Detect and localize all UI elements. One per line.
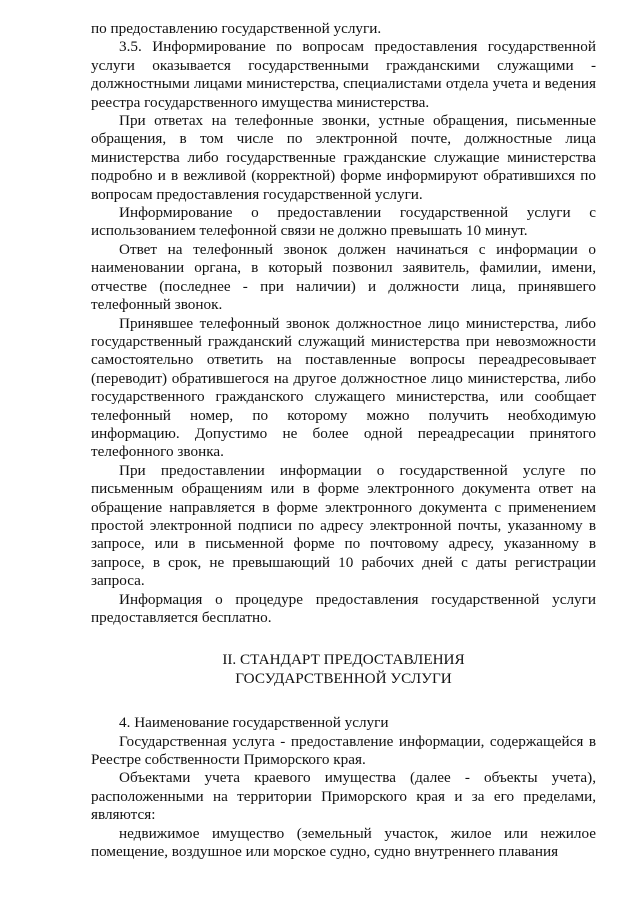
paragraph-service-definition: Государственная услуга - предоставление информации, содержащейся в Реестре собственности Приморского края.	[91, 732, 596, 769]
paragraph-phone-answers: При ответах на телефонные звонки, устные обращения, письменные обращения, в том числе по электронной почте, должностные лица министерства либо государственные гражданские служащие министерства подробно и в вежливой (корректной) форме информируют обратившихся по вопросам предоставления государственной услуги.	[91, 112, 596, 203]
paragraph-phone-limit: Информирование о предоставлении государственной услуги с использованием телефонной связи не должно превышать 10 минут.	[91, 204, 596, 240]
paragraph-free-info: Информация о процедуре предоставления государственной услуги предоставляется бесплатно.	[91, 590, 596, 626]
paragraph-3-5: 3.5. Информирование по вопросам предоставления государственной услуги оказывается государственными гражданскими служащими - должностными лицами министерства, специалистами отдела учета и ведения реестра государственного имущества министерства.	[91, 38, 596, 111]
paragraph-real-estate: недвижимое имущество (земельный участок, жилое или нежилое помещение, воздушное или морское судно, судно внутреннего плавания	[91, 824, 596, 861]
paragraph-objects-intro: Объектами учета краевого имущества (далее - объекты учета), расположенными на территории Приморского края и за его пределами, являются:	[91, 769, 596, 824]
section-heading-line2: ГОСУДАРСТВЕННОЙ УСЛУГИ	[235, 669, 452, 687]
section-heading	[91, 651, 596, 688]
document-page	[91, 20, 596, 861]
section-heading-line1: II. СТАНДАРТ ПРЕДОСТАВЛЕНИЯ	[222, 651, 465, 669]
paragraph-service-name-title: 4. Наименование государственной услуги	[119, 714, 389, 732]
paragraph-redirect: Принявшее телефонный звонок должностное лицо министерства, либо государственный гражданский служащий министерства при невозможности самостоятельно ответить на поставленные вопросы переадресовывает (переводит) обратившегося на другое должностное лицо министерства, либо государственного гражданского служащего министерства, или сообщает телефонный номер, по которому можно получить необходимую информацию. Допустимо не более одной переадресации принятого телефонного звонка.	[91, 314, 596, 461]
paragraph-phone-start: Ответ на телефонный звонок должен начинаться с информации о наименовании органа, в который позвонил заявитель, фамилии, имени, отчестве (последнее - при наличии) и должности лица, принявшего телефонный звонок.	[91, 240, 596, 314]
paragraph-written-requests: При предоставлении информации о государственной услуге по письменным обращениям или в форме электронного документа ответ на обращение направляется в форме электронного документа с применением простой электронной подписи по адресу электронной почты, указанному в запросе, или в письменной форме по почтовому адресу, указанному в запросе, в срок, не превышающий 10 рабочих дней с даты регистрации запроса.	[91, 461, 596, 590]
paragraph-continuation: по предоставлению государственной услуги.	[91, 20, 382, 37]
